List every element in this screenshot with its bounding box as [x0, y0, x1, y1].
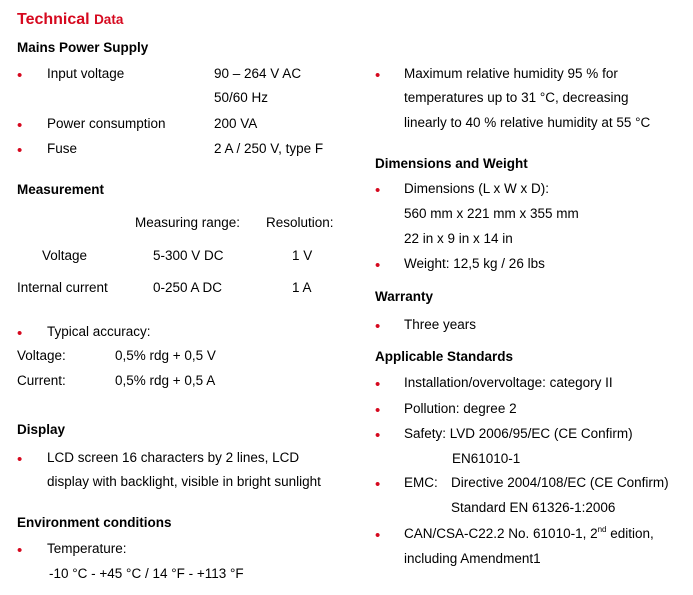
bullet: • — [17, 542, 23, 559]
bullet: • — [375, 257, 381, 274]
installation-value: Installation/overvoltage: category II — [404, 375, 613, 390]
measuring-range-header: Measuring range: — [135, 215, 241, 230]
bullet: • — [375, 427, 381, 444]
current-row-label: Internal current — [17, 280, 108, 295]
dimensions-metric: 560 mm x 221 mm x 355 mm — [404, 206, 579, 221]
dimensions-heading: Dimensions and Weight — [375, 156, 528, 171]
bullet: • — [17, 117, 23, 134]
bullet: • — [375, 376, 381, 393]
typical-accuracy-label: Typical accuracy: — [47, 324, 151, 339]
temperature-value: -10 °C - +45 °C / 14 °F - +113 °F — [49, 566, 244, 581]
accuracy-current-value: 0,5% rdg + 0,5 A — [115, 373, 216, 388]
resolution-header: Resolution: — [266, 215, 334, 230]
current-resolution: 1 A — [292, 280, 312, 295]
input-frequency-value: 50/60 Hz — [214, 90, 269, 105]
emc-standard: Standard EN 61326-1:2006 — [451, 500, 616, 515]
bullet: • — [375, 318, 381, 335]
voltage-resolution: 1 V — [292, 248, 313, 263]
warranty-value: Three years — [404, 317, 477, 332]
bullet: • — [17, 142, 23, 159]
temperature-label: Temperature: — [47, 541, 127, 556]
safety-standard: EN61010-1 — [452, 451, 521, 466]
accuracy-voltage-value: 0,5% rdg + 0,5 V — [115, 348, 216, 363]
emc-label: EMC: — [404, 475, 438, 490]
humidity-line-2: temperatures up to 31 °C, decreasing — [404, 90, 629, 105]
emc-value: Directive 2004/108/EC (CE Confirm) — [451, 475, 669, 490]
environment-heading: Environment conditions — [17, 515, 172, 530]
measurement-heading: Measurement — [17, 182, 105, 197]
mains-heading: Mains Power Supply — [17, 40, 149, 55]
bullet: • — [17, 451, 23, 468]
can-csa-value: CAN/CSA-C22.2 No. 61010-1, 2nd edition, — [404, 525, 654, 541]
fuse-label: Fuse — [47, 141, 78, 156]
current-range: 0-250 A DC — [153, 280, 223, 295]
power-consumption-label: Power consumption — [47, 116, 166, 131]
bullet: • — [375, 67, 381, 84]
voltage-row-label: Voltage — [42, 248, 88, 263]
display-line-1: LCD screen 16 characters by 2 lines, LCD — [47, 450, 300, 465]
dimensions-imperial: 22 in x 9 in x 14 in — [404, 231, 513, 246]
humidity-line-1: Maximum relative humidity 95 % for — [404, 66, 618, 81]
bullet: • — [375, 527, 381, 544]
pollution-value: Pollution: degree 2 — [404, 401, 517, 416]
page-title: Technical Data — [17, 11, 124, 28]
warranty-heading: Warranty — [375, 289, 434, 304]
safety-value: Safety: LVD 2006/95/EC (CE Confirm) — [404, 426, 633, 441]
weight-value: Weight: 12,5 kg / 26 lbs — [404, 256, 545, 271]
standards-heading: Applicable Standards — [375, 349, 514, 364]
input-voltage-value: 90 – 264 V AC — [214, 66, 302, 81]
accuracy-voltage-label: Voltage: — [17, 348, 66, 363]
bullet: • — [17, 325, 23, 342]
display-heading: Display — [17, 422, 66, 437]
bullet: • — [375, 182, 381, 199]
can-csa-amendment: including Amendment1 — [404, 551, 541, 566]
display-line-2: display with backlight, visible in bright sunlight — [47, 474, 321, 489]
bullet: • — [375, 476, 381, 493]
fuse-value: 2 A / 250 V, type F — [214, 141, 324, 156]
input-voltage-label: Input voltage — [47, 66, 125, 81]
dimensions-label: Dimensions (L x W x D): — [404, 181, 550, 196]
power-consumption-value: 200 VA — [214, 116, 258, 131]
humidity-line-3: linearly to 40 % relative humidity at 55 °C — [404, 115, 651, 130]
bullet: • — [17, 67, 23, 84]
accuracy-current-label: Current: — [17, 373, 66, 388]
bullet: • — [375, 402, 381, 419]
voltage-range: 5-300 V DC — [153, 248, 224, 263]
